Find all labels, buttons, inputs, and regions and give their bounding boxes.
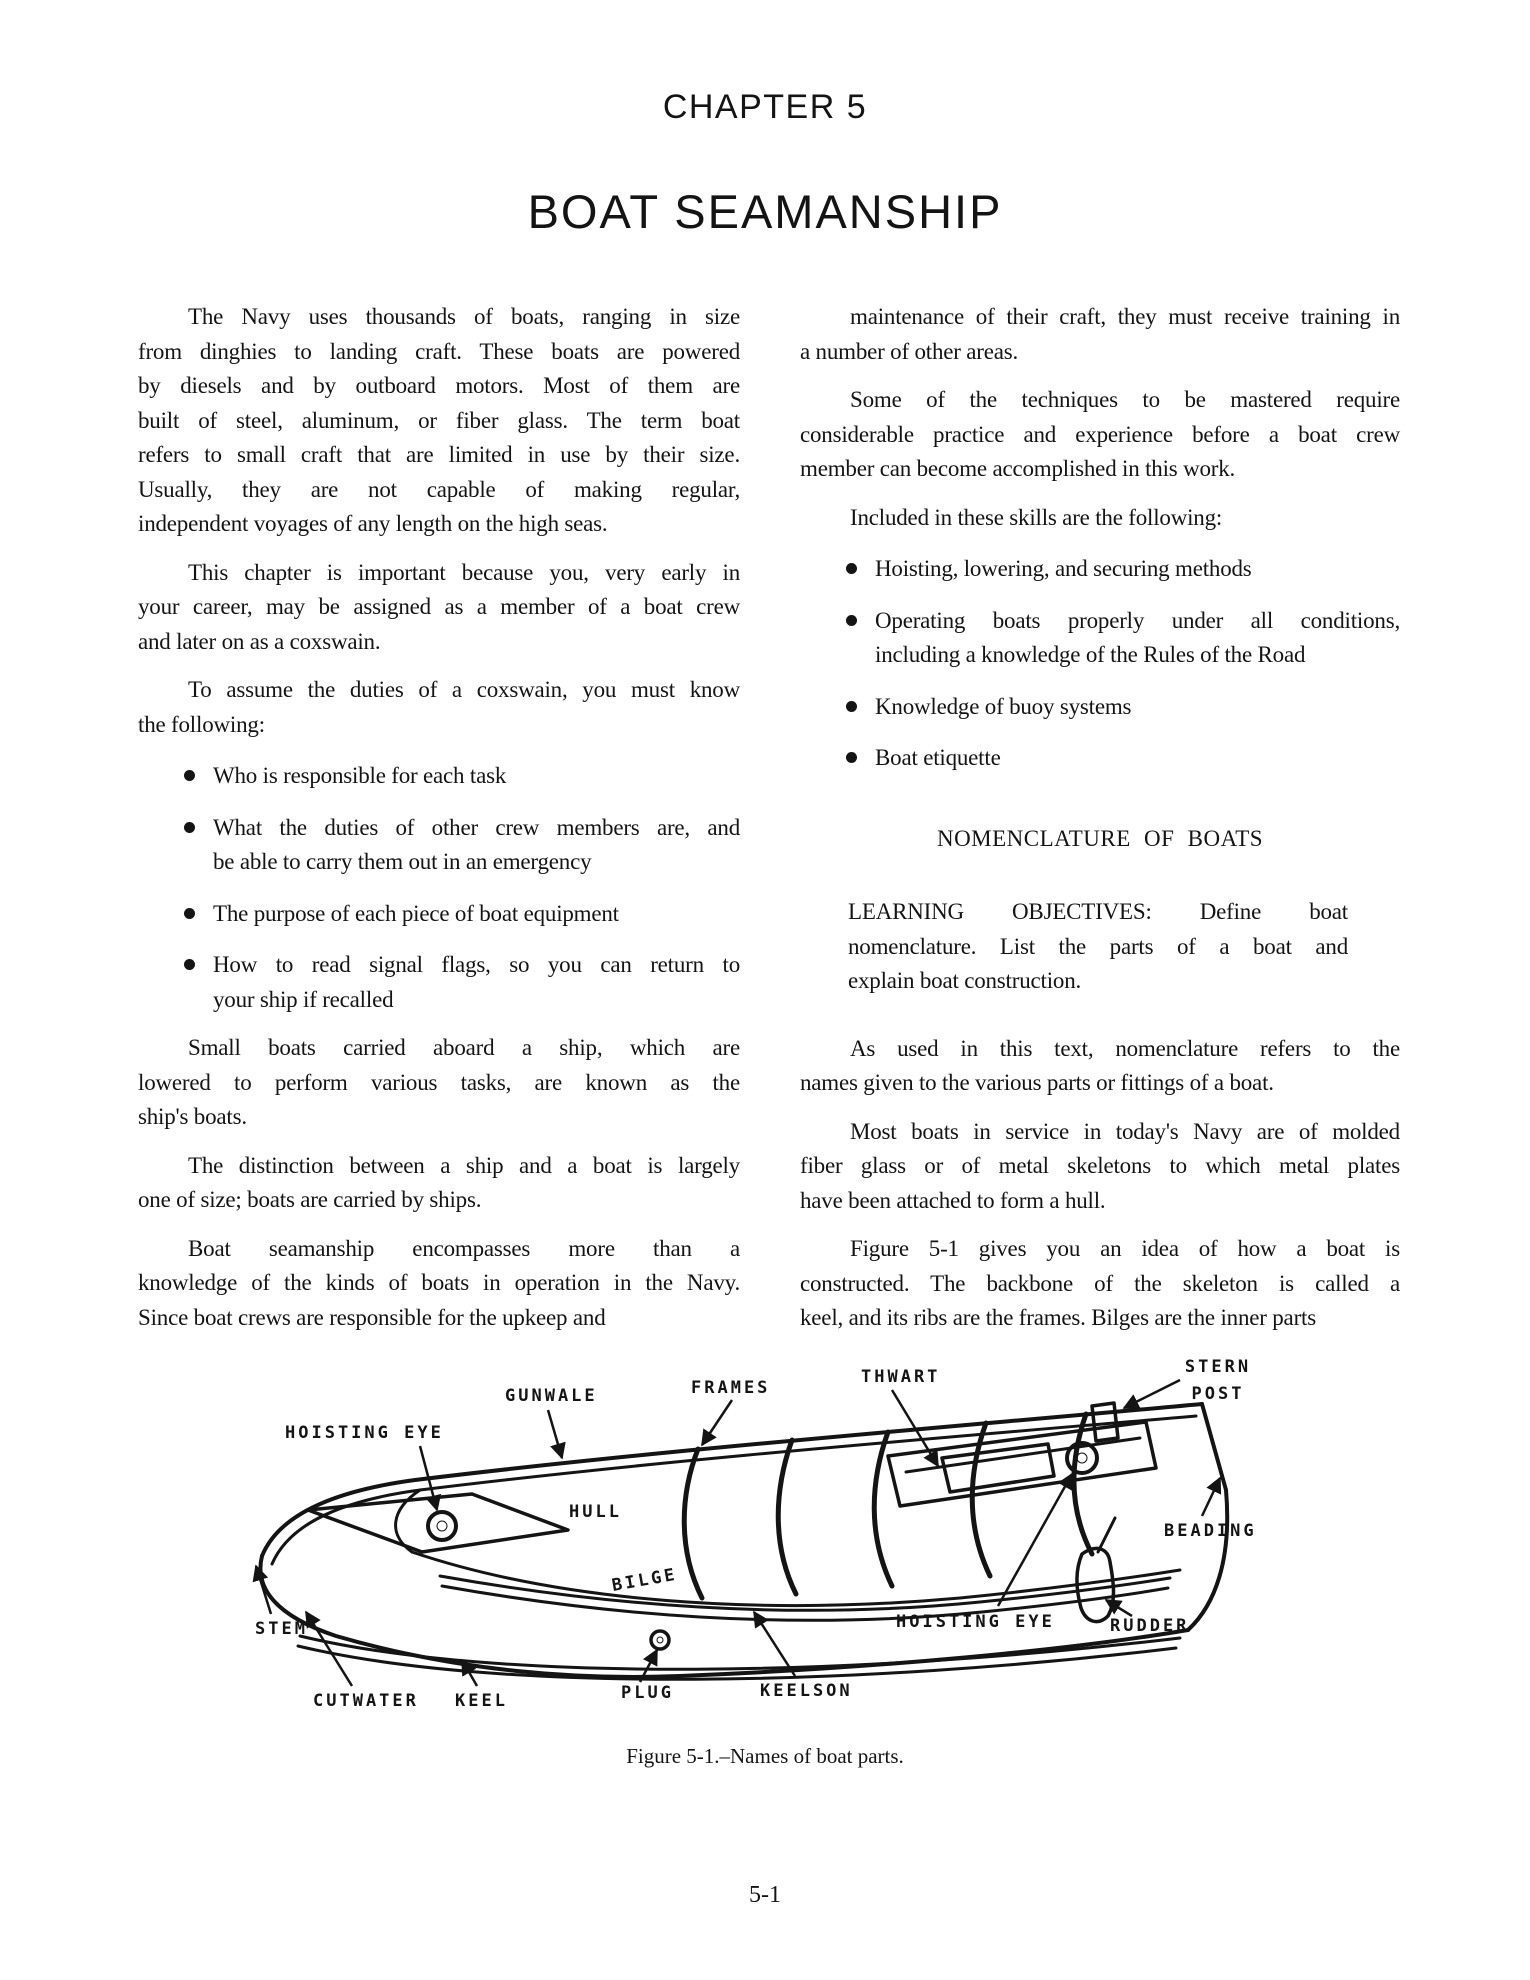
text-line: Figure 5-1 gives you an idea of how a boat is — [850, 1236, 1400, 1261]
text-line: The distinction between a ship and a boat is largely — [188, 1152, 740, 1178]
text-line: Hoisting, lowering, and securing methods — [875, 556, 1252, 581]
figure-label: POST — [1191, 1384, 1245, 1404]
figure-label: KEELSON — [760, 1681, 853, 1701]
text-line: member can become accomplished in this work. — [800, 456, 1236, 481]
text-line: the following: — [138, 711, 265, 737]
figure-label: STERN — [1184, 1357, 1252, 1377]
text-line: built of steel, aluminum, or fiber glass. The term boat — [138, 407, 740, 433]
right-column — [800, 300, 1400, 1336]
bullet-icon — [184, 959, 195, 970]
text-line: lowered to perform various tasks, are known as the — [138, 1069, 740, 1095]
bullet-item — [800, 690, 1400, 725]
paragraph — [800, 1232, 1400, 1336]
text-line: independent voyages of any length on the high seas. — [138, 511, 608, 536]
bullet-item — [138, 948, 740, 1017]
text-line: Small boats carried aboard a ship, which are — [188, 1035, 740, 1060]
paragraph — [138, 673, 740, 742]
paragraph — [800, 383, 1400, 487]
paragraph — [138, 1149, 740, 1218]
text-line: including a knowledge of the Rules of the Road — [875, 642, 1306, 667]
text-line: ship's boats. — [138, 1104, 247, 1129]
bullet-item — [800, 604, 1400, 673]
text-line: This chapter is important because you, very early in — [188, 559, 740, 585]
text-line: and later on as a coxswain. — [138, 628, 381, 654]
text-line: be able to carry them out in an emergency — [213, 849, 592, 874]
text-line: Usually, they are not capable of making regular, — [138, 476, 740, 502]
paragraph — [800, 1115, 1400, 1219]
figure-label: FRAMES — [691, 1378, 771, 1398]
text-line: Knowledge of buoy systems — [875, 693, 1132, 719]
left-column — [138, 300, 740, 1335]
figure-label: HOISTING EYE — [896, 1612, 1055, 1632]
text-line: Since boat crews are responsible for the upkeep and — [138, 1304, 606, 1330]
text-line: a number of other areas. — [800, 338, 1019, 364]
text-line: Operating boats properly under all conditions, — [875, 607, 1400, 633]
text-line: The Navy uses thousands of boats, ranging in size — [188, 304, 740, 329]
bullet-icon — [184, 908, 195, 919]
figure-label: THWART — [861, 1367, 941, 1387]
text-line: fiber glass or of metal skeletons to which metal plates — [800, 1153, 1400, 1178]
text-line: one of size; boats are carried by ships. — [138, 1187, 482, 1212]
figure-label: HOISTING EYE — [285, 1423, 444, 1443]
paragraph — [138, 1031, 740, 1135]
figure-label: CUTWATER — [313, 1691, 419, 1711]
boat-drawing — [260, 1403, 1227, 1679]
figure-leader-arrow — [1202, 1478, 1220, 1516]
text-line: LEARNING OBJECTIVES: Define boat — [848, 899, 1348, 924]
text-line: maintenance of their craft, they must receive training in — [850, 304, 1400, 329]
text-line: refers to small craft that are limited in use by their size. — [138, 442, 740, 467]
text-line: names given to the various parts or fittings of a boat. — [800, 1070, 1274, 1095]
figure-label: RUDDER — [1110, 1616, 1190, 1636]
text-line: have been attached to form a hull. — [800, 1187, 1106, 1213]
bullet-item — [800, 552, 1400, 587]
text-line: Who is responsible for each task — [213, 763, 507, 788]
bullet-icon — [846, 615, 857, 626]
text-line: What the duties of other crew members are, and — [213, 814, 740, 840]
bullet-icon — [846, 563, 857, 574]
text-line: knowledge of the kinds of boats in operation in the Navy. — [138, 1270, 740, 1295]
text-line: constructed. The backbone of the skeleton is called a — [800, 1270, 1400, 1296]
text-line: As used in this text, nomenclature refers to the — [850, 1035, 1400, 1061]
text-line: Included in these skills are the following: — [850, 504, 1223, 530]
bullet-item — [138, 897, 740, 932]
text-line: How to read signal flags, so you can return to — [213, 952, 740, 977]
text-line: explain boat construction. — [848, 968, 1082, 993]
figure-label: BEADING — [1164, 1521, 1257, 1541]
paragraph — [138, 1232, 740, 1336]
paragraph — [800, 501, 1400, 536]
figure-label: GUNWALE — [505, 1386, 598, 1406]
bullet-item — [138, 759, 740, 794]
figure-leader-arrow — [702, 1400, 732, 1445]
bullet-icon — [846, 701, 857, 712]
text-line: by diesels and by outboard motors. Most of them are — [138, 373, 740, 398]
boat-diagram — [140, 1350, 1400, 1730]
page-number: 5-1 — [749, 1882, 781, 1908]
text-line: The purpose of each piece of boat equipment — [213, 900, 619, 926]
learning-objectives — [848, 895, 1348, 999]
bullet-item — [800, 741, 1400, 776]
bullet-icon — [846, 752, 857, 763]
figure-label: BILGE — [610, 1564, 680, 1596]
paragraph — [800, 1032, 1400, 1101]
paragraph — [138, 300, 740, 542]
figure-label: KEEL — [455, 1691, 508, 1711]
text-line: To assume the duties of a coxswain, you must know — [188, 677, 740, 702]
figure-label: STEM — [255, 1619, 308, 1639]
figure-leader-arrow — [548, 1410, 562, 1458]
text-line: your career, may be assigned as a member of a boat crew — [138, 594, 740, 619]
text-line: considerable practice and experience before a boat crew — [800, 421, 1400, 447]
figure-label: PLUG — [621, 1683, 674, 1703]
text-line: Some of the techniques to be mastered require — [850, 387, 1400, 412]
section-heading: NOMENCLATURE OF BOATS — [936, 825, 1264, 851]
bullet-icon — [184, 822, 195, 833]
text-line: Most boats in service in today's Navy are of molded — [850, 1118, 1400, 1144]
text-line: Boat etiquette — [875, 745, 1001, 770]
figure-label: HULL — [569, 1502, 622, 1522]
text-line: nomenclature. List the parts of a boat and — [848, 933, 1348, 959]
text-line: keel, and its ribs are the frames. Bilges are the inner parts — [800, 1305, 1316, 1330]
figure-leader-arrow — [1124, 1380, 1180, 1408]
text-line: your ship if recalled — [213, 986, 394, 1012]
chapter-label: CHAPTER 5 — [662, 88, 868, 126]
paragraph — [800, 300, 1400, 369]
text-line: from dinghies to landing craft. These boats are powered — [138, 338, 740, 364]
figure-5-1 — [140, 1350, 1400, 1730]
page-title: BOAT SEAMANSHIP — [527, 185, 1003, 238]
text-line: Boat seamanship encompasses more than a — [188, 1235, 740, 1261]
figure-caption: Figure 5-1.–Names of boat parts. — [626, 1744, 904, 1768]
bullet-item — [138, 811, 740, 880]
paragraph — [138, 556, 740, 660]
bullet-icon — [184, 770, 195, 781]
figure-leader-arrow — [256, 1566, 271, 1614]
